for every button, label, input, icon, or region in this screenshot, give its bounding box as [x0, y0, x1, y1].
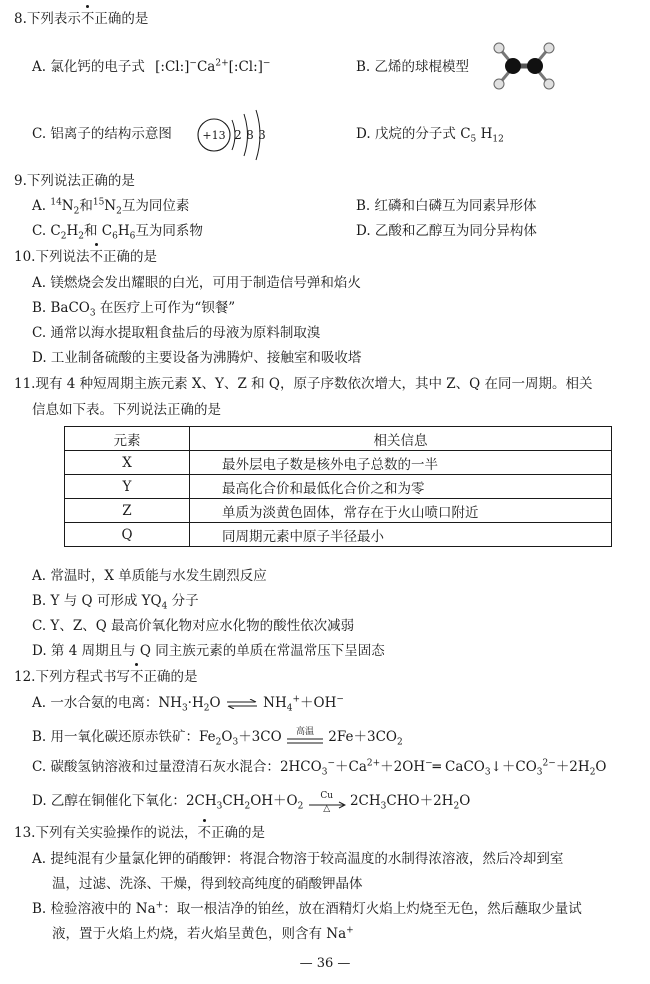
q11-stem-line1: 11.现有 4 种短周期主族元素 X、Y、Z 和 Q，原子序数依次增大，其中 Z、Q 在同一周期。相关	[14, 376, 593, 392]
q8-option-d: D. 戊烷的分子式 $C_5$ $H_{12}$	[356, 126, 504, 145]
table-cell-element: Q	[65, 523, 190, 547]
q8-option-c: C. 铝离子的结构示意图	[32, 126, 172, 142]
table-cell-info: 单质为淡黄色固体，常存在于火山喷口附近	[190, 499, 612, 523]
table-row	[65, 523, 612, 547]
q11-option-c: C. Y、Z、Q 最高价氧化物对应水化物的酸性依次减弱	[32, 618, 355, 634]
table-cell-info: 最外层电子数是核外电子总数的一半	[190, 451, 612, 475]
table-cell-element: Z	[65, 499, 190, 523]
q12-stem: 12.下列方程式书写不正确的是	[14, 669, 198, 685]
q9-option-a: A. $^{14}N_2$和$^{15}N_2$互为同位素	[32, 197, 190, 217]
calcium-chloride-electron-formula: $[:Cl:]^-Ca^{2+}[:Cl:]^-$	[155, 58, 271, 75]
q10-option-a: A. 镁燃烧会发出耀眼的白光，可用于制造信号弹和焰火	[32, 275, 361, 291]
q10-option-c: C. 通常以海水提取粗食盐后的母液为原料制取溴	[32, 325, 321, 341]
catalyst-arrow: Cu △	[308, 797, 346, 807]
q12-option-c: C. 碳酸氢钠溶液和过量澄清石灰水混合：$2HCO_3^-+Ca^{2+}+2OH^-═$ $CaCO_3↓+CO_3^{2-}+2H_2O$	[32, 758, 607, 778]
q9-option-d: D. 乙酸和乙醇互为同分异构体	[356, 223, 537, 239]
q8-option-a: A. 氯化钙的电子式 $[:Cl:]^-Ca^{2+}[:Cl:]^-$	[32, 58, 271, 75]
q10-option-d: D. 工业制备硫酸的主要设备为沸腾炉、接触室和吸收塔	[32, 350, 362, 366]
q13-option-b-line2: 液，置于火焰上灼烧，若火焰呈黄色，则含有 Na+	[52, 925, 354, 942]
q10-option-b: B. BaCO$_3$ 在医疗上可作为“钡餐”	[32, 300, 236, 319]
table-header-row	[65, 427, 612, 451]
reversible-arrow-icon	[225, 699, 259, 709]
q12-option-a: A. 一水合氨的电离：$NH_3\cdot H_2O$ $NH_4^++OH^-$	[32, 694, 344, 714]
page-number: — 36 —	[299, 956, 351, 971]
table-row	[65, 475, 612, 499]
q10-stem: 10.下列说法不正确的是	[14, 249, 157, 265]
high-temperature-equals-sign: 高温	[286, 733, 324, 743]
shell-1-electrons: 2	[234, 128, 242, 142]
svg-text:+13: +13	[202, 129, 226, 142]
q9-stem: 9.下列说法正确的是	[14, 173, 135, 189]
element-info-table	[64, 426, 612, 547]
table-cell-info: 同周期元素中原子半径最小	[190, 523, 612, 547]
q9-option-b: B. 红磷和白磷互为同素异形体	[356, 198, 537, 214]
q13-option-b-line1: B. 检验溶液中的 Na+：取一根洁净的铂丝，放在酒精灯火焰上灼烧至无色，然后蘸取少量试	[32, 900, 582, 917]
q11-option-a: A. 常温时，X 单质能与水发生剧烈反应	[32, 568, 267, 584]
q9-option-c: C. $C_2H_2$和 $C_6H_6$互为同系物	[32, 223, 203, 242]
q12-option-b: B. 用一氧化碳还原赤铁矿：$Fe_2O_3+3CO$ 高温 $2Fe+3CO_2$	[32, 726, 403, 748]
table-header-element: 元素	[65, 427, 190, 451]
q8-stem: 8.下列表示不正确的是	[14, 11, 149, 27]
q11-stem-line2: 信息如下表。下列说法正确的是	[32, 402, 221, 418]
table-row	[65, 499, 612, 523]
table-cell-element: Y	[65, 475, 190, 499]
aluminum-ion-structure-diagram	[196, 104, 276, 166]
shell-3-electrons: 3	[258, 128, 266, 142]
q11-option-d: D. 第 4 周期且与 Q 同主族元素的单质在常温常压下呈固态	[32, 643, 385, 659]
q13-stem: 13.下列有关实验操作的说法，不正确的是	[14, 825, 265, 841]
q12-option-d: D. 乙醇在铜催化下氧化：$2CH_3CH_2OH+O_2$ Cu △ $2CH_3CHO+2H_2O$	[32, 790, 471, 814]
q11-option-b: B. Y 与 Q 可形成 $YQ_4$ 分子	[32, 593, 199, 612]
q13-option-a-line1: A. 提纯混有少量氯化钾的硝酸钾：将混合物溶于较高温度的水制得浓溶液，然后冷却到室	[32, 851, 564, 867]
table-cell-element: X	[65, 451, 190, 475]
table-row	[65, 451, 612, 475]
q13-option-a-line2: 温，过滤、洗涤、干燥，得到较高纯度的硝酸钾晶体	[52, 876, 363, 892]
q8-option-b: B. 乙烯的球棍模型	[356, 59, 470, 75]
table-cell-info: 最高化合价和最低化合价之和为零	[190, 475, 612, 499]
table-header-info: 相关信息	[190, 427, 612, 451]
shell-2-electrons: 8	[246, 128, 254, 142]
ethylene-ball-stick-model	[484, 38, 564, 96]
